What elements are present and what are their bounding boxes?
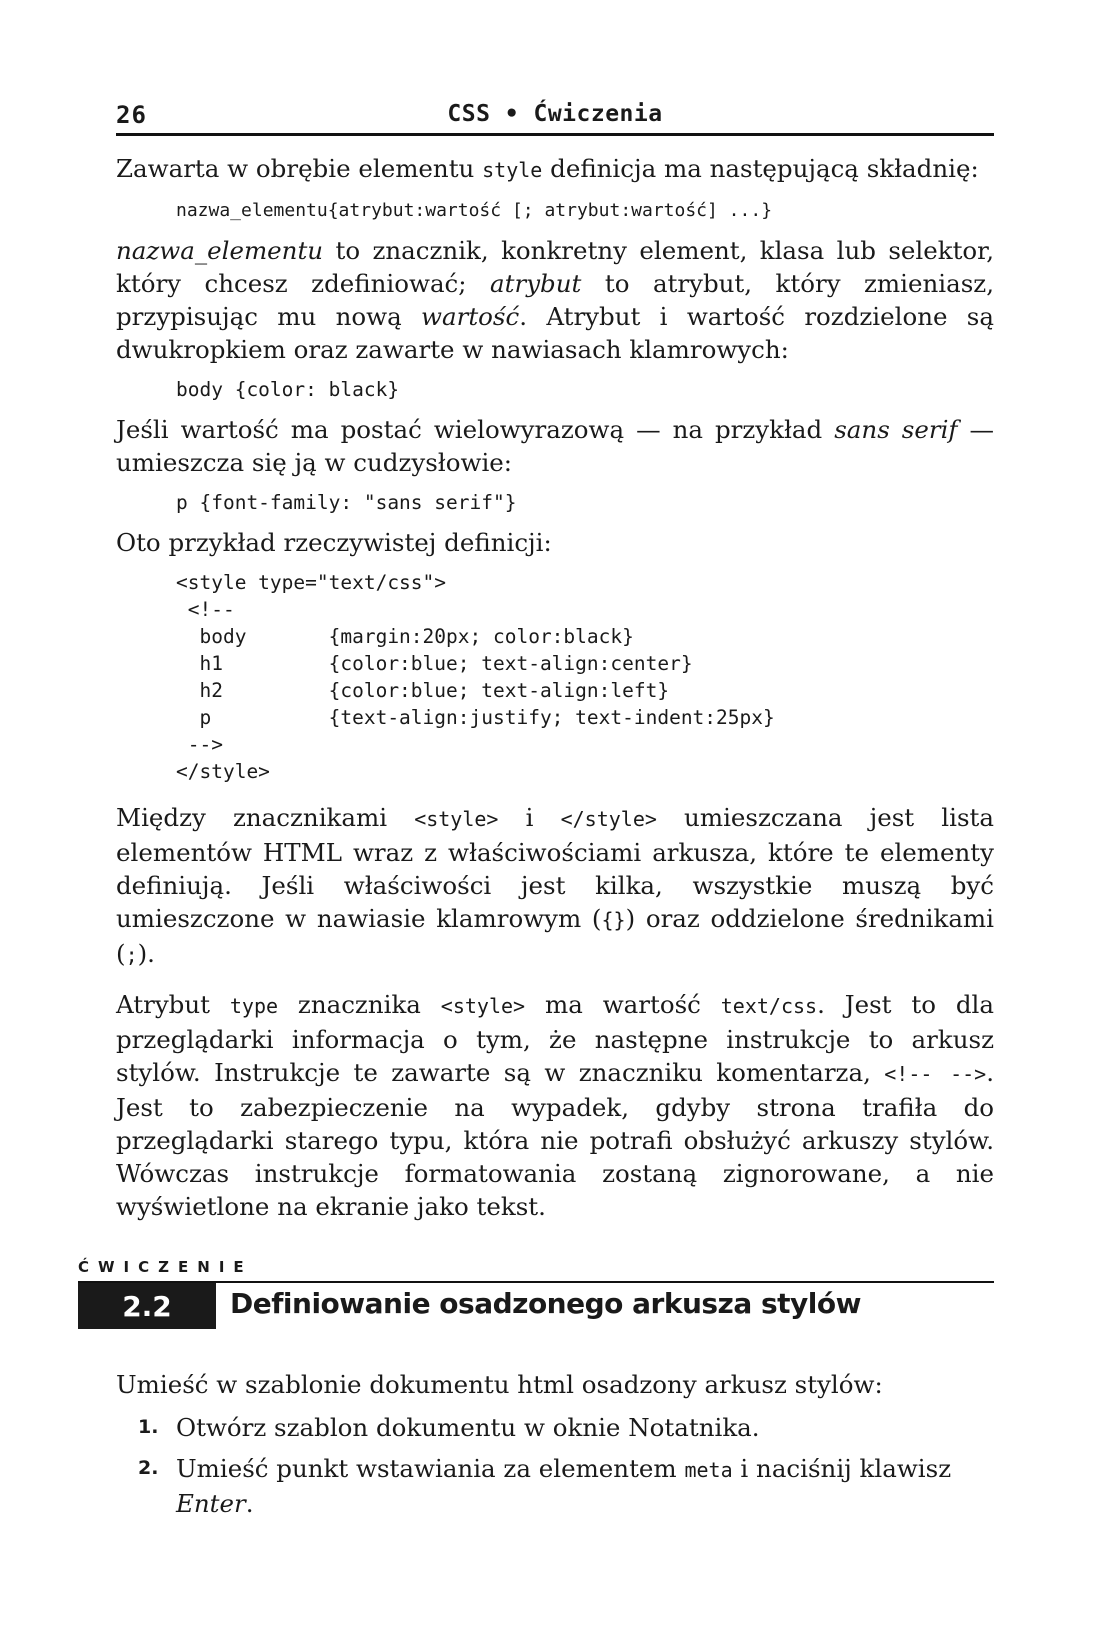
exercise-label: ĆWICZENIE [78,1258,253,1276]
code-syntax: nazwa_elementu{atrybut:wartość [; atrybut:wartość] ...} [176,200,773,221]
paragraph-syntax-explanation: nazwa_elementu to znacznik, konkretny element, klasa lub selektor, który chcesz zdefiniować; atrybut to atrybut, który zmieniasz, przypisując mu nową wartość. Atrybut i wartość rozdzielone są dwukropkiem oraz zawarte w nawiasach klamrowych: [116,236,994,364]
running-title: CSS • Ćwiczenia [447,101,663,127]
paragraph-multiword: Jeśli wartość ma postać wielowyrazową — na przykład sans serif — umieszcza się ją w cudzysłowie: [116,415,994,477]
header-rule [116,133,994,136]
step-list [116,1411,994,1520]
paragraph-syntax-intro: Zawarta w obrębie elementu style definicja ma następującą składnię: [116,154,979,183]
running-header [116,95,994,135]
code-style-block: <style type="text/css"> <!-- body {margin:20px; color:black} h1 {color:blue; text-align:center} h2 {color:blue; text-align:left} p {text-align:justify; text-indent:25px} --> </style> [176,571,775,783]
exercise-number: 2.2 [78,1283,216,1329]
exercise-intro: Umieść w szablonie dokumentu html osadzony arkusz stylów: [116,1370,883,1399]
body-text [116,152,994,1223]
paragraph-real-example: Oto przykład rzeczywistej definicji: [116,528,552,557]
code-font-family-example: p {font-family: "sans serif"} [176,491,517,514]
list-item: 1. Otwórz szablon dokumentu w oknie Notatnika. [138,1413,760,1442]
code-body-example: body {color: black} [176,378,400,401]
exercise-title: Definiowanie osadzonego arkusza stylów [230,1287,862,1320]
paragraph-type-attribute: Atrybut type znacznika <style> ma wartość text/css. Jest to dla przeglądarki informacja o tym, że następne instrukcje to arkusz stylów. Instrukcje te zawarte są w znaczniku komentarza, <!-- -->. Jest to zabezpieczenie na wypadek, gdyby strona trafiła do przeglądarki starego typu, która nie potrafi obsłużyć arkuszy stylów. Wówczas instrukcje formatowania zostaną zignorowane, a nie wyświetlone na ekranie jako tekst. [116,990,994,1221]
list-item: 2. Umieść punkt wstawiania za elementem meta i naciśnij klawisz Enter. [138,1454,952,1518]
page-number: 26 [116,101,147,129]
paragraph-style-tags: Między znacznikami <style> i </style> umieszczana jest lista elementów HTML wraz z właściwościami arkusza, które te elementy definiują. Jeśli właściwości jest kilka, wszystkie muszą być umieszczone w nawiasie klamrowym ({}) oraz oddzielone średnikami (;). [116,803,994,968]
exercise-steps [116,1368,994,1528]
